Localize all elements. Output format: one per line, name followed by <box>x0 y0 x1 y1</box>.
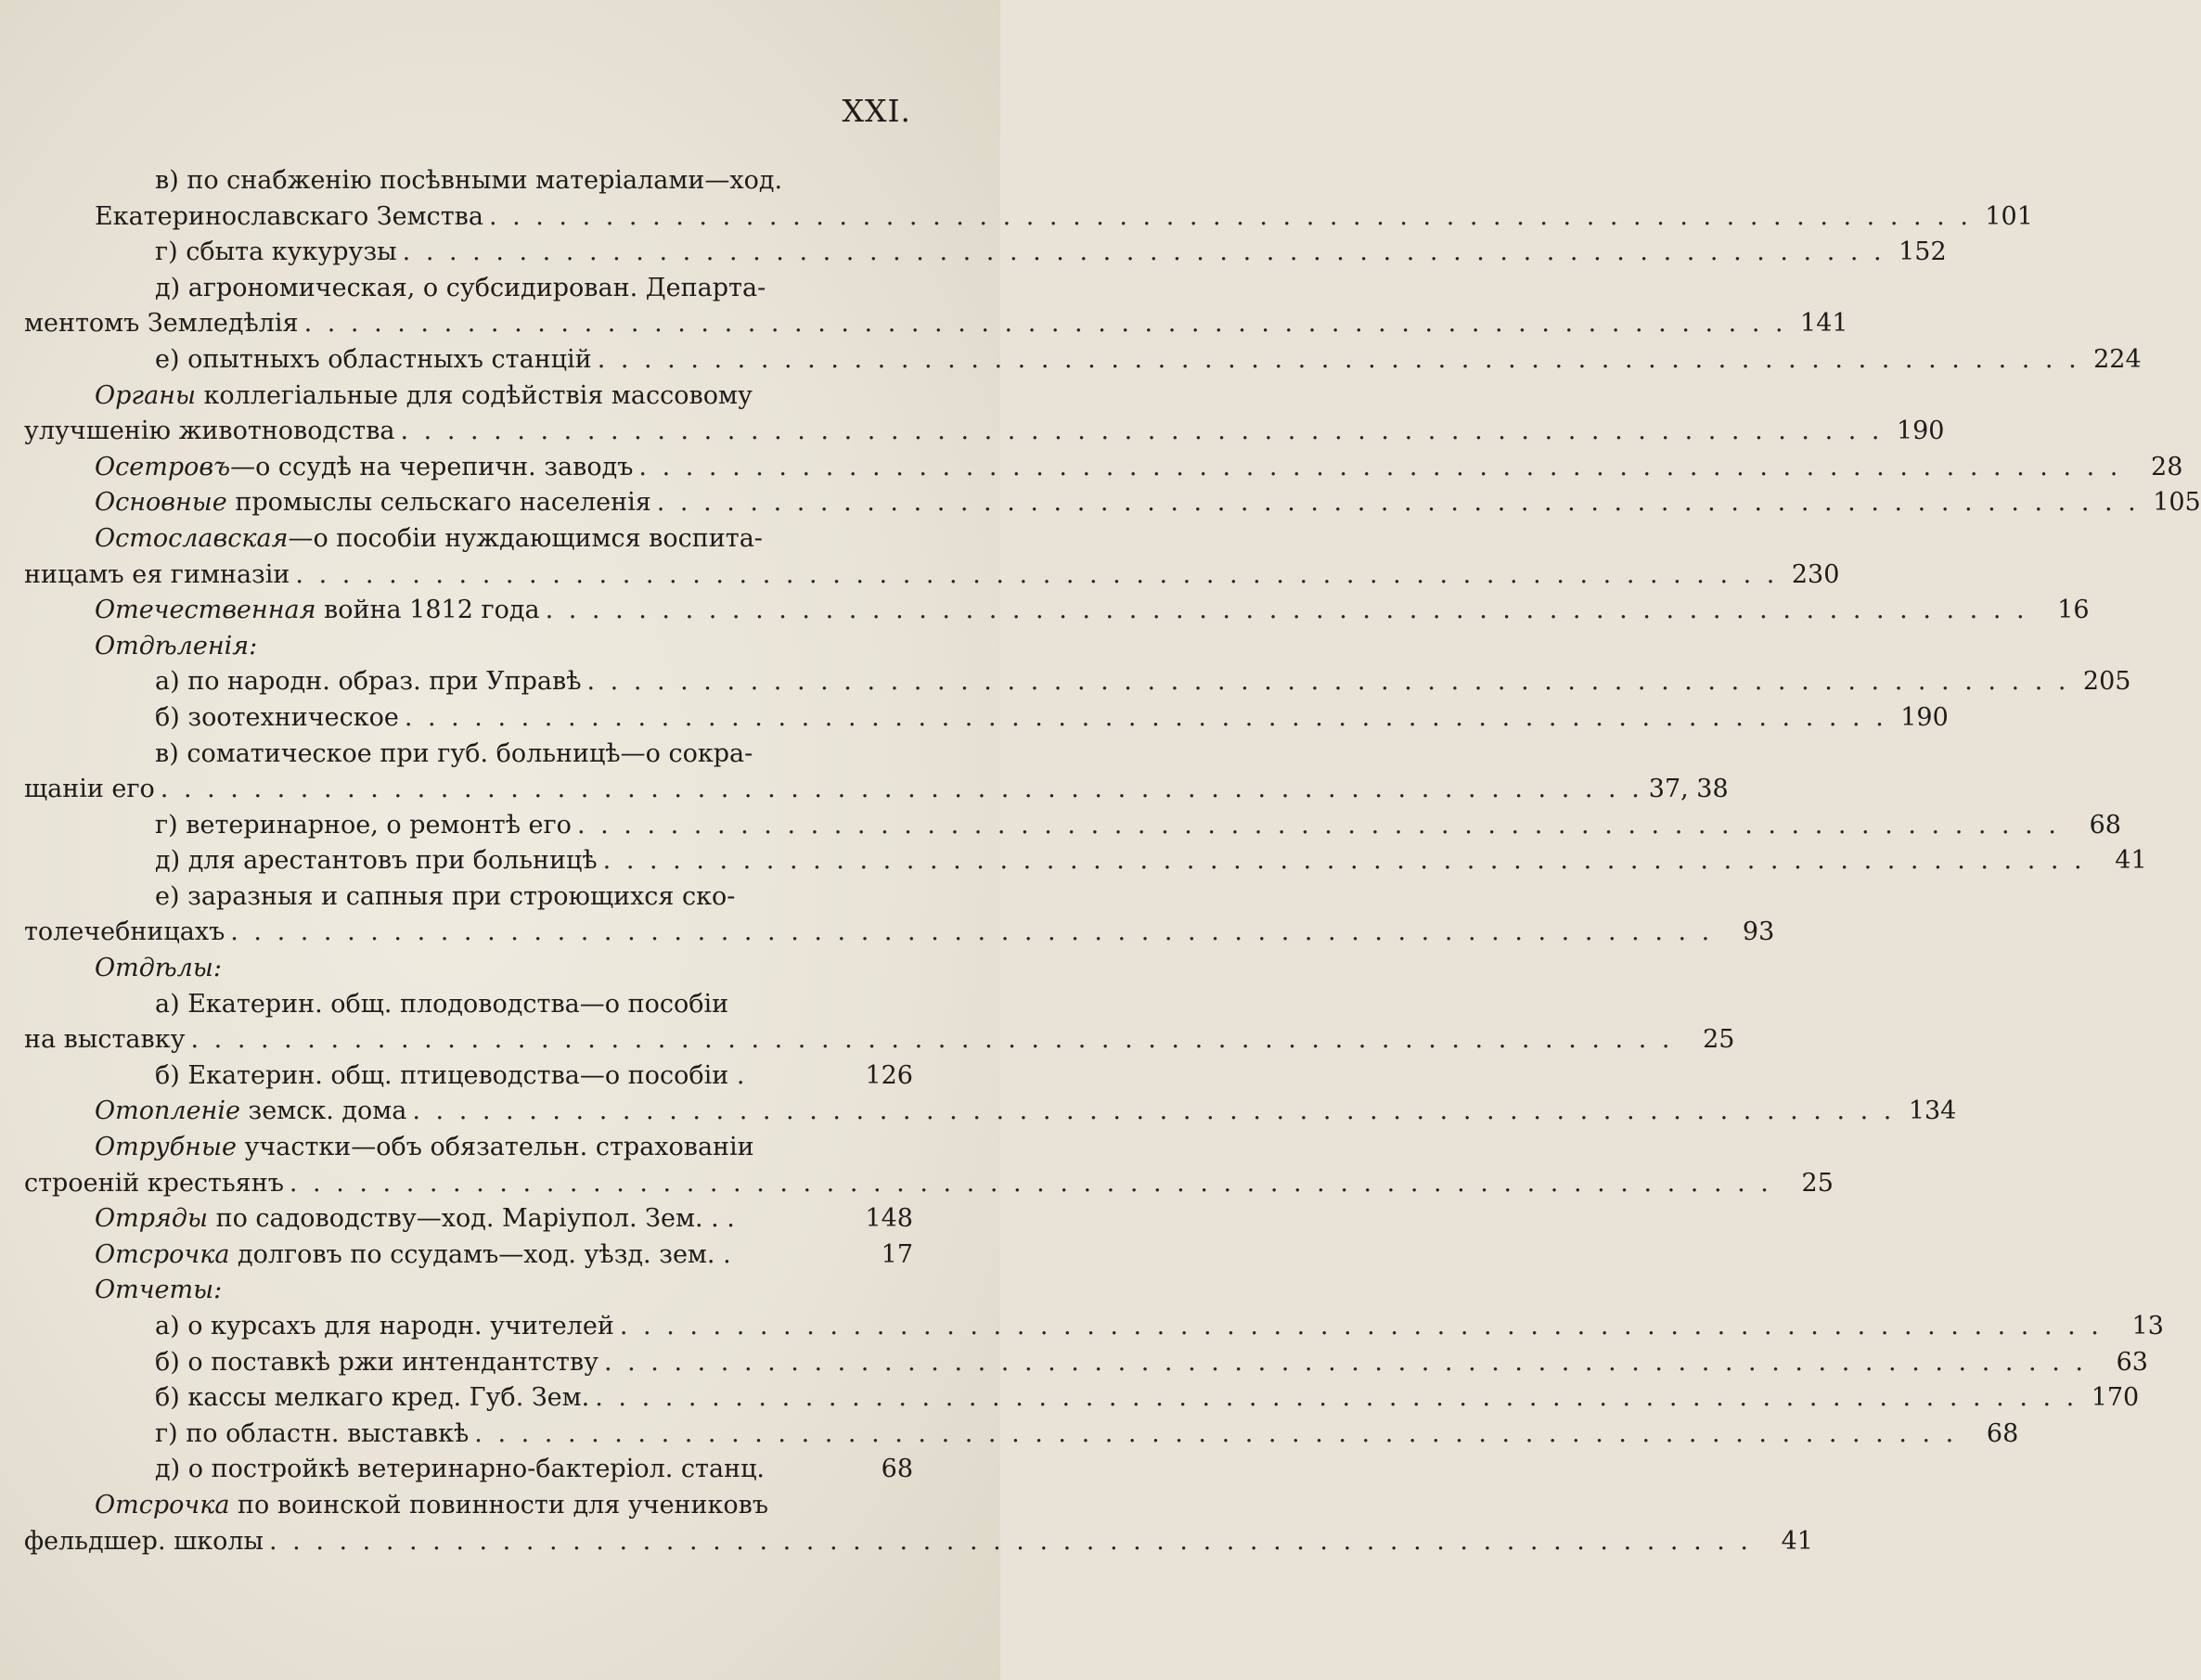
entry-description: —о ссудѣ на черепичн. заводъ <box>230 452 634 481</box>
entry-description: долговъ по ссудамъ—ход. уѣзд. зем. . <box>229 1239 731 1269</box>
entry-text <box>95 1273 222 1309</box>
dot-leader <box>546 593 2028 629</box>
entry-keyword: Основные <box>95 488 227 518</box>
index-row <box>24 1201 913 1238</box>
entry-description: строеній крестьянъ <box>24 1168 284 1198</box>
index-row <box>24 1380 2140 1417</box>
index-row <box>24 843 2147 879</box>
entry-text <box>95 593 540 629</box>
entry-text <box>155 1345 599 1381</box>
entry-text <box>24 772 155 808</box>
dot-leader <box>401 414 1884 450</box>
entry-description: щаніи его <box>24 775 155 804</box>
index-row <box>24 1130 913 1166</box>
entry-description: промыслы сельскаго населенія <box>226 488 651 518</box>
index-row <box>24 485 2201 521</box>
entry-text <box>95 1238 731 1274</box>
entry-text <box>24 414 395 450</box>
index-row <box>24 1524 1813 1560</box>
dot-leader <box>489 199 1972 236</box>
dot-leader <box>638 450 2121 486</box>
dot-leader <box>295 558 1778 594</box>
entry-text <box>155 664 581 700</box>
index-row <box>24 808 2121 844</box>
entry-text <box>95 521 763 558</box>
index-row <box>24 1488 913 1524</box>
entry-description: фельдшер. школы <box>24 1526 264 1556</box>
page-reference: 105 <box>2153 488 2201 518</box>
entry-text <box>95 1488 768 1524</box>
index-row <box>24 558 1840 594</box>
dot-leader <box>604 1345 2087 1381</box>
entry-keyword: Отсрочка <box>95 1490 230 1520</box>
entry-keyword: Отопленіе <box>95 1096 240 1126</box>
index-row <box>24 414 1945 450</box>
page-reference: 170 <box>2091 1383 2140 1413</box>
page-reference: 25 <box>1801 1168 1834 1198</box>
entry-description: улучшенію животноводства <box>24 417 395 446</box>
page-reference: 28 <box>2151 452 2183 481</box>
page-reference: 41 <box>2115 846 2147 876</box>
index-row <box>24 1345 2148 1381</box>
page-reference: 93 <box>1742 917 1775 947</box>
index-list <box>24 163 2201 1559</box>
entry-text <box>155 1417 469 1453</box>
index-row <box>24 450 2183 486</box>
index-row <box>24 1309 2164 1345</box>
entry-description: б) о поставкѣ ржи интендантству <box>155 1347 599 1377</box>
dot-leader <box>577 808 2060 844</box>
entry-description: Екатеринославскаго Земства <box>95 201 483 231</box>
entry-description: г) сбыта кукурузы <box>155 237 397 267</box>
index-row <box>24 629 913 665</box>
page-reference: 134 <box>1908 1096 1957 1126</box>
entry-description: по садоводству—ход. Маріупол. Зем. . . <box>208 1204 735 1234</box>
dot-leader <box>412 1094 1895 1130</box>
index-row <box>24 915 1775 951</box>
index-row <box>24 271 913 307</box>
dot-leader <box>603 843 2086 879</box>
entry-text <box>155 843 598 879</box>
entry-description: земск. дома <box>239 1096 407 1126</box>
entry-description: а) Екатерин. общ. плодоводства—о пособіи <box>155 989 729 1019</box>
entry-text <box>95 378 753 415</box>
entry-text <box>24 1524 264 1560</box>
entry-text <box>95 629 257 665</box>
entry-text <box>155 235 397 271</box>
entry-text <box>155 342 592 378</box>
dot-leader <box>290 1166 1772 1202</box>
entry-description: участки—объ обязательн. страхованіи <box>236 1133 754 1162</box>
entry-text <box>24 1022 185 1058</box>
entry-text <box>24 306 299 342</box>
entry-keyword: Отсрочка <box>95 1239 230 1269</box>
page-reference: 152 <box>1899 237 1947 267</box>
page-reference: 190 <box>1900 702 1949 732</box>
entry-text <box>95 485 651 521</box>
index-row <box>24 235 1947 271</box>
entry-text <box>155 1380 589 1417</box>
index-row <box>24 700 1949 737</box>
entry-text <box>95 450 633 486</box>
dot-leader <box>474 1417 1957 1453</box>
index-row <box>24 879 913 916</box>
entry-text <box>155 808 572 844</box>
index-row <box>24 1238 913 1274</box>
entry-description: в) соматическое при губ. больницѣ—о сокра- <box>155 738 753 768</box>
page-reference: 68 <box>881 1455 913 1484</box>
index-row <box>24 378 913 415</box>
entry-keyword: Органы <box>95 380 196 410</box>
entry-keyword: Отрубные <box>95 1133 237 1162</box>
page-reference: 16 <box>2057 596 2090 625</box>
entry-text <box>95 1201 735 1238</box>
entry-description: ментомъ Земледѣлія <box>24 309 299 339</box>
index-row <box>24 1022 1735 1058</box>
page-reference: 17 <box>881 1239 913 1269</box>
index-row <box>24 1452 913 1488</box>
index-row <box>24 987 913 1023</box>
entry-description: на выставку <box>24 1025 186 1055</box>
index-row <box>24 1058 913 1095</box>
page-reference: 190 <box>1896 417 1945 446</box>
entry-description: ницамъ ея гимназіи <box>24 559 290 589</box>
entry-keyword: Остославская <box>95 523 289 553</box>
entry-text <box>24 915 225 951</box>
entry-text <box>95 1130 754 1166</box>
dot-leader <box>405 700 1887 737</box>
entry-description: б) зоотехническое <box>155 702 399 732</box>
index-row <box>24 342 2142 378</box>
page-reference: 126 <box>865 1060 913 1090</box>
index-row <box>24 1273 913 1309</box>
dot-leader <box>403 235 1886 271</box>
dot-leader <box>598 342 2080 378</box>
index-row <box>24 1094 1957 1130</box>
entry-text <box>155 163 782 199</box>
entry-description: война 1812 года <box>315 596 540 625</box>
entry-description: по воинской повинности для учениковъ <box>229 1490 769 1520</box>
index-row <box>24 163 913 199</box>
dot-leader <box>304 306 1787 342</box>
entry-text <box>155 271 766 307</box>
entry-text <box>155 1452 765 1488</box>
entry-description: в) по снабженію посѣвными матеріалами—ход. <box>155 166 783 195</box>
page-reference: 68 <box>1986 1418 2019 1448</box>
page-reference: 148 <box>865 1204 913 1234</box>
index-row <box>24 593 2090 629</box>
entry-text <box>155 737 753 773</box>
page-reference: 37, 38 <box>1648 775 1729 804</box>
entry-text <box>95 951 222 987</box>
entry-description: д) для арестантовъ при больницѣ <box>155 846 598 876</box>
entry-text <box>24 1166 284 1202</box>
page-reference: 63 <box>2116 1347 2148 1377</box>
entry-text <box>95 1094 406 1130</box>
index-row <box>24 306 1848 342</box>
entry-text <box>155 1309 614 1345</box>
entry-text <box>95 199 483 236</box>
dot-leader <box>620 1309 2103 1345</box>
page-reference: 68 <box>2089 810 2121 840</box>
entry-keyword: Отчеты: <box>95 1276 223 1305</box>
index-row <box>24 199 2033 236</box>
index-row <box>24 951 913 987</box>
page-reference: 230 <box>1791 559 1840 589</box>
page-reference: 141 <box>1800 309 1848 339</box>
entry-text <box>155 1058 744 1095</box>
entry-text <box>155 879 735 916</box>
entry-keyword: Отдѣлы: <box>95 954 222 983</box>
index-row <box>24 1166 1834 1202</box>
index-row <box>24 1417 2019 1453</box>
page-reference: 205 <box>2082 667 2131 697</box>
entry-description: коллегіальные для содѣйствія массовому <box>195 380 753 410</box>
entry-description: а) о курсахъ для народн. учителей <box>155 1312 614 1340</box>
entry-description: б) кассы мелкаго кред. Губ. Зем. <box>155 1383 590 1413</box>
entry-text <box>24 558 290 594</box>
page-reference: 41 <box>1781 1526 1813 1556</box>
entry-text <box>155 987 728 1023</box>
entry-text <box>155 700 399 737</box>
page-reference: 25 <box>1703 1025 1735 1055</box>
page-reference: 224 <box>2093 344 2142 374</box>
entry-description: е) опытныхъ областныхъ станцій <box>155 344 592 374</box>
entry-description: толечебницахъ <box>24 917 225 947</box>
entry-description: д) о постройкѣ ветеринарно-бактеріол. станц. <box>155 1455 766 1484</box>
dot-leader <box>595 1380 2078 1417</box>
entry-description: д) агрономическая, о субсидирован. Департа- <box>155 273 766 302</box>
entry-keyword: Отряды <box>95 1204 209 1234</box>
index-row <box>24 737 913 773</box>
dot-leader <box>230 915 1713 951</box>
dot-leader <box>161 772 1643 808</box>
page-reference: 13 <box>2131 1312 2164 1340</box>
index-row <box>24 521 913 558</box>
entry-description: б) Екатерин. общ. птицеводства—о пособіи . <box>155 1060 745 1090</box>
dot-leader <box>586 664 2069 700</box>
entry-description: а) по народн. образ. при Управѣ <box>155 667 582 697</box>
index-row <box>24 772 1729 808</box>
entry-keyword: Отдѣленія: <box>95 631 258 660</box>
entry-description: г) по областн. выставкѣ <box>155 1418 470 1448</box>
dot-leader <box>190 1022 1673 1058</box>
entry-description: —о пособіи нуждающимся воспита- <box>288 523 763 553</box>
dot-leader <box>657 485 2140 521</box>
entry-description: е) заразныя и сапныя при строющихся ско- <box>155 881 736 911</box>
entry-keyword: Отечественная <box>95 596 316 625</box>
page-number: XXI. <box>842 93 911 129</box>
dot-leader <box>269 1524 1752 1560</box>
entry-description: г) ветеринарное, о ремонтѣ его <box>155 810 572 840</box>
page-reference: 101 <box>1985 201 2033 231</box>
entry-keyword: Осетровъ <box>95 452 231 481</box>
index-row <box>24 664 2131 700</box>
